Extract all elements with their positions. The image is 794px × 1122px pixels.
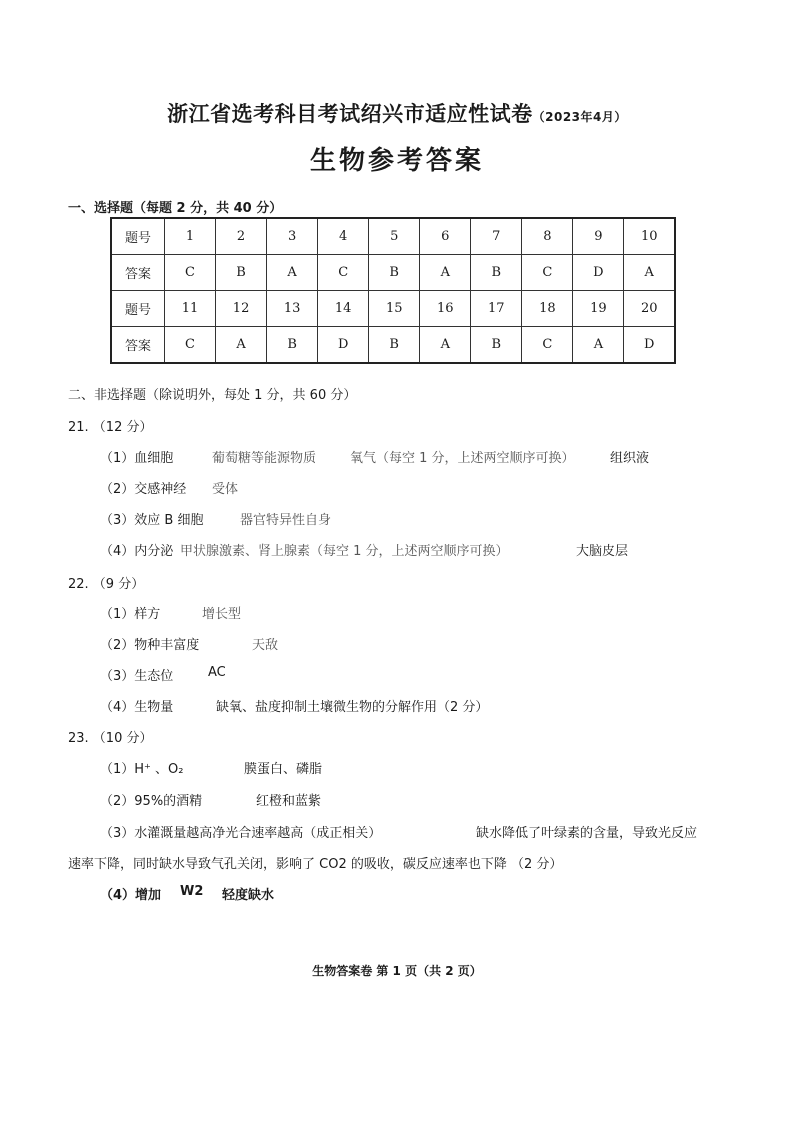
answer-text: 器官特异性自身 — [240, 513, 332, 528]
table-cell: 4 — [318, 218, 369, 255]
answer-number: （3）效应 B 细胞 — [100, 513, 204, 528]
answer-number: （1）H⁺ 、O₂ — [100, 762, 184, 777]
answer-text: AC — [208, 665, 226, 680]
table-cell: C — [318, 255, 369, 291]
answer-text: 膜蛋白、磷脂 — [244, 762, 323, 777]
table-cell: 16 — [420, 291, 471, 327]
answer-text: 缺氧、盐度抑制土壤微生物的分解作用（2 分） — [216, 700, 489, 715]
table-cell: A — [216, 327, 267, 364]
answer-text: 氧气（每空 1 分，上述两空顺序可换） — [350, 451, 575, 466]
table-cell: A — [267, 255, 318, 291]
table-cell: B — [369, 327, 420, 364]
table-cell: A — [420, 327, 471, 364]
row-label: 答案 — [111, 327, 165, 364]
answer-text: 葡萄糖等能源物质 — [212, 451, 317, 466]
answer-continuation: 速率下降，同时缺水导致气孔关闭，影响了 CO2 的吸收，碳反应速率也下降 （2 分） — [68, 857, 563, 872]
answer-subtitle: 生物参考答案 — [309, 146, 484, 176]
section2-heading: 二、非选择题（除说明外，每处 1 分，共 60 分） — [68, 388, 357, 403]
table-cell: 7 — [471, 218, 522, 255]
answer-text: 甲状腺激素、肾上腺素（每空 1 分，上述两空顺序可换） — [180, 544, 509, 559]
answer-number: （2）物种丰富度 — [100, 638, 200, 653]
answer-text: 缺水降低了叶绿素的含量，导致光反应 — [476, 826, 698, 841]
answer-text: 天敌 — [252, 638, 279, 653]
answer-number: （4）内分泌 — [100, 544, 174, 559]
table-cell: C — [165, 327, 216, 364]
table-row — [111, 218, 675, 255]
answer-number: （4）增加 — [100, 888, 162, 903]
table-row — [111, 327, 675, 364]
answer-number: （2）交感神经 — [100, 482, 187, 497]
table-cell: 11 — [165, 291, 216, 327]
section1-heading: 一、选择题（每题 2 分，共 40 分） — [68, 201, 283, 216]
table-cell: 15 — [369, 291, 420, 327]
question-23-heading: 23. （10 分） — [68, 731, 153, 746]
exam-date: （2023年4月） — [532, 110, 627, 124]
table-cell: B — [471, 327, 522, 364]
table-row — [111, 255, 675, 291]
answer-number: （1）血细胞 — [100, 451, 174, 466]
table-cell: 14 — [318, 291, 369, 327]
table-cell: A — [624, 255, 675, 291]
table-cell: D — [318, 327, 369, 364]
table-row — [111, 291, 675, 327]
table-cell: 8 — [522, 218, 573, 255]
table-cell: B — [267, 327, 318, 364]
answer-number: （2）95%的酒精 — [100, 794, 203, 809]
answer-number: （4）生物量 — [100, 700, 174, 715]
answer-text: 红橙和蓝紫 — [256, 794, 322, 809]
table-cell: A — [420, 255, 471, 291]
answer-number: （3）生态位 — [100, 669, 174, 684]
table-cell: 12 — [216, 291, 267, 327]
table-cell: B — [471, 255, 522, 291]
table-cell: 2 — [216, 218, 267, 255]
question-21-heading: 21. （12 分） — [68, 420, 153, 435]
table-cell: C — [165, 255, 216, 291]
answer-number: （3）水灌溉量越高净光合速率越高（成正相关） — [100, 826, 382, 841]
row-label: 题号 — [111, 218, 165, 255]
answer-text: W2 — [180, 884, 204, 899]
table-cell: C — [522, 255, 573, 291]
answer-text: 增长型 — [202, 607, 242, 622]
table-cell: 5 — [369, 218, 420, 255]
row-label: 答案 — [111, 255, 165, 291]
table-cell: 9 — [573, 218, 624, 255]
table-cell: 1 — [165, 218, 216, 255]
page-footer: 生物答案卷 第 1 页（共 2 页） — [312, 964, 482, 978]
table-cell: B — [216, 255, 267, 291]
table-cell: 18 — [522, 291, 573, 327]
table-cell: D — [624, 327, 675, 364]
question-22-heading: 22. （9 分） — [68, 577, 145, 592]
table-cell: 6 — [420, 218, 471, 255]
table-cell: 17 — [471, 291, 522, 327]
answer-table — [110, 217, 676, 364]
table-cell: C — [522, 327, 573, 364]
answer-text: 组织液 — [610, 451, 650, 466]
answer-text: 轻度缺水 — [222, 888, 275, 903]
exam-title — [0, 98, 794, 128]
table-cell: A — [573, 327, 624, 364]
table-cell: B — [369, 255, 420, 291]
answer-number: （1）样方 — [100, 607, 161, 622]
table-cell: 19 — [573, 291, 624, 327]
table-cell: 20 — [624, 291, 675, 327]
row-label: 题号 — [111, 291, 165, 327]
table-cell: D — [573, 255, 624, 291]
table-cell: 3 — [267, 218, 318, 255]
table-cell: 13 — [267, 291, 318, 327]
exam-title-text: 浙江省选考科目考试绍兴市适应性试卷 — [167, 102, 533, 126]
answer-text: 大脑皮层 — [576, 544, 629, 559]
answer-text: 受体 — [212, 482, 239, 497]
table-cell: 10 — [624, 218, 675, 255]
